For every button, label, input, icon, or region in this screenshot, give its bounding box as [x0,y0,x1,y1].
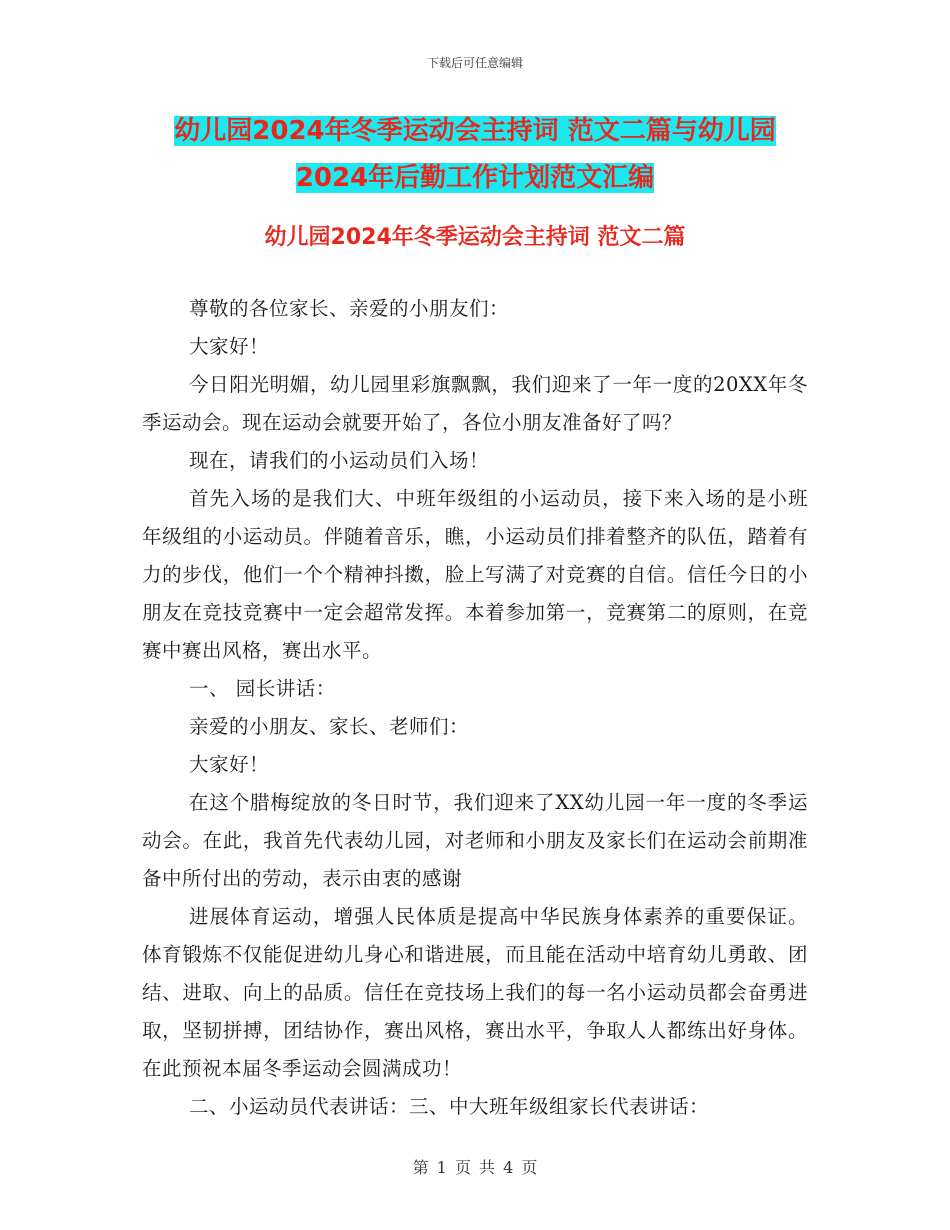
paragraph: 二、小运动员代表讲话：三、中大班年级组家长代表讲话： [189,1095,710,1118]
paragraph: 一、 园长讲话： [189,677,336,700]
title-line-1: 幼儿园2024年冬季运动会主持词 范文二篇与幼儿园 [174,116,776,146]
paragraph: 亲爱的小朋友、家长、老师们： [189,715,470,738]
document-body [142,290,808,1126]
paragraph: 尊敬的各位家长、亲爱的小朋友们： [189,297,510,320]
title-line-2: 2024年后勤工作计划范文汇编 [295,163,655,193]
page-number-footer: 第 1 页 共 4 页 [412,1158,538,1177]
paragraph: 今日阳光明媚，幼儿园里彩旗飘飘，我们迎来了一年一度的20XX年冬季运动会。现在运动会就要开始了，各位小朋友准备好了吗？ [142,373,808,434]
paragraph: 大家好！ [189,335,270,358]
paragraph: 在这个腊梅绽放的冬日时节，我们迎来了XX幼儿园一年一度的冬季运动会。在此，我首先代表幼儿园，对老师和小朋友及家长们在运动会前期准备中所付出的劳动，表示由衷的感谢 [142,791,808,890]
header-note: 下载后可任意编辑 [426,56,523,70]
paragraph: 首先入场的是我们大、中班年级组的小运动员，接下来入场的是小班年级组的小运动员。伴随着音乐，瞧，小运动员们排着整齐的队伍，踏着有力的步伐，他们一个个精神抖擞，脸上写满了对竞赛的自信。信任今日的小朋友在竞技竞赛中一定会超常发挥。本着参加第一，竞赛第二的原则，在竞赛中赛出风格，赛出水平。 [142,487,808,662]
paragraph: 进展体育运动，增强人民体质是提高中华民族身体素养的重要保证。体育锻炼不仅能促进幼儿身心和谐进展，而且能在活动中培育幼儿勇敢、团结、进取、向上的品质。信任在竞技场上我们的每一名小运动员都会奋勇进取，坚韧拼搏，团结协作，赛出风格，赛出水平，争取人人都练出好身体。在此预祝本届冬季运动会圆满成功！ [142,905,808,1080]
section-title: 幼儿园2024年冬季运动会主持词 范文二篇 [264,225,686,250]
paragraph: 现在，请我们的小运动员们入场！ [189,449,490,472]
document-title [110,108,840,202]
paragraph: 大家好！ [189,753,270,776]
